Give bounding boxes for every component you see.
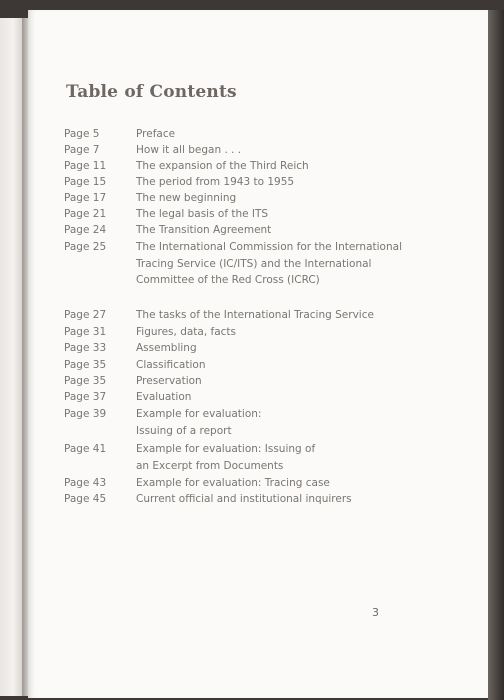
toc-page-ref: Page 39 bbox=[64, 408, 107, 420]
toc-entry bbox=[64, 389, 404, 406]
toc-entry-title: The legal basis of the ITS bbox=[136, 208, 269, 220]
toc-entry-title: Example for evaluation: Tracing case bbox=[136, 477, 330, 489]
toc-entry bbox=[64, 491, 404, 507]
toc-entry bbox=[64, 190, 404, 206]
toc-entry bbox=[64, 126, 404, 142]
toc-page-ref: Page 31 bbox=[64, 326, 107, 338]
toc-page-ref: Page 35 bbox=[64, 359, 107, 371]
toc-entry bbox=[64, 222, 404, 239]
toc-entry bbox=[64, 475, 404, 491]
toc-entry-title: The Transition Agreement bbox=[136, 224, 272, 236]
toc-entry bbox=[64, 373, 404, 389]
toc-entry-title: Example for evaluation: Issuing of a report bbox=[136, 408, 262, 437]
toc-entry-title: Current official and institutional inquirers bbox=[136, 493, 352, 505]
toc-page-ref: Page 25 bbox=[64, 241, 107, 253]
toc-page-ref: Page 24 bbox=[64, 224, 107, 236]
toc-page-ref: Page 33 bbox=[64, 342, 107, 354]
toc-entry bbox=[64, 324, 404, 340]
toc-entry-title: The expansion of the Third Reich bbox=[136, 160, 309, 172]
toc-entry-title: Classification bbox=[136, 359, 206, 371]
toc-page-ref: Page 11 bbox=[64, 160, 107, 172]
toc-entry bbox=[64, 357, 404, 373]
toc-page-ref: Page 37 bbox=[64, 391, 107, 403]
toc-entry bbox=[64, 307, 404, 324]
toc-page-ref: Page 43 bbox=[64, 477, 107, 489]
toc-page-ref: Page 41 bbox=[64, 443, 107, 455]
page-title: Table of Contents bbox=[66, 82, 237, 102]
toc-entry bbox=[64, 174, 404, 190]
facing-page-edge bbox=[0, 18, 22, 696]
toc-entry bbox=[64, 142, 404, 158]
page-edge-shadow bbox=[488, 10, 504, 700]
toc-entry bbox=[64, 340, 404, 357]
toc-page-ref: Page 17 bbox=[64, 192, 107, 204]
toc-entry-title: The period from 1943 to 1955 bbox=[136, 176, 295, 188]
toc-entry-title: Preface bbox=[136, 128, 176, 140]
toc-entry bbox=[64, 406, 404, 441]
toc-page-ref: Page 7 bbox=[64, 144, 100, 156]
toc-page-ref: Page 45 bbox=[64, 493, 107, 505]
toc-entry bbox=[64, 158, 404, 174]
toc-entry-title: Figures, data, facts bbox=[136, 326, 237, 338]
toc-entry bbox=[64, 206, 404, 222]
toc-entry bbox=[64, 441, 404, 475]
toc-entry-title: The tasks of the International Tracing Service bbox=[136, 309, 374, 321]
toc-entry bbox=[64, 239, 404, 307]
toc-page-ref: Page 15 bbox=[64, 176, 107, 188]
toc-entry-title: Evaluation bbox=[136, 391, 192, 403]
table-of-contents bbox=[64, 126, 404, 507]
toc-entry-title: How it all began . . . bbox=[136, 144, 242, 156]
toc-entry-title: Assembling bbox=[136, 342, 197, 354]
toc-entry-title: The International Commission for the International Tracing Service (IC/ITS) and the International Committee of the Red Cross (ICRC) bbox=[136, 241, 402, 286]
toc-entry-title: The new beginning bbox=[136, 192, 237, 204]
toc-entry-title: Preservation bbox=[136, 375, 202, 387]
page-number: 3 bbox=[372, 606, 379, 619]
toc-page-ref: Page 21 bbox=[64, 208, 107, 220]
toc-page-ref: Page 35 bbox=[64, 375, 107, 387]
toc-entry-title: Example for evaluation: Issuing of an Excerpt from Documents bbox=[136, 443, 316, 472]
toc-page-ref: Page 5 bbox=[64, 128, 100, 140]
toc-page-ref: Page 27 bbox=[64, 309, 107, 321]
